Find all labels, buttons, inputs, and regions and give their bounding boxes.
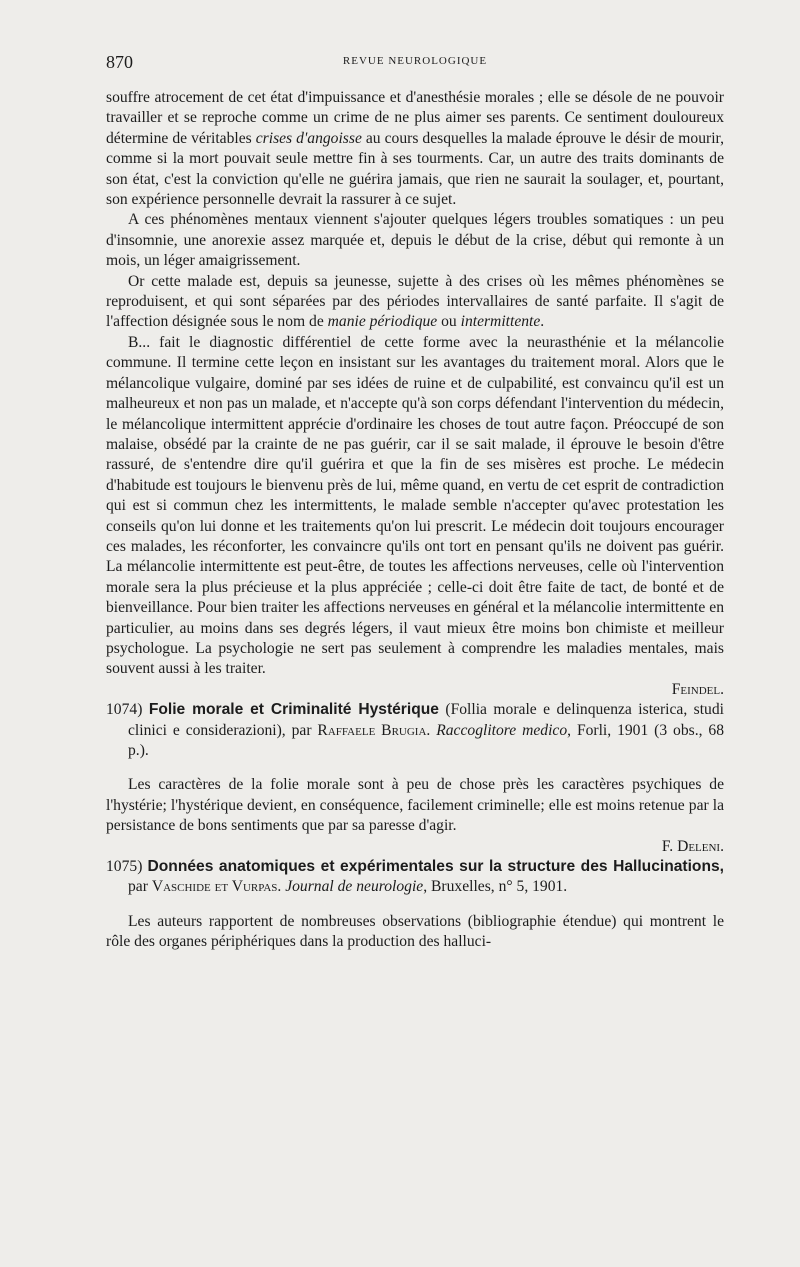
entry-1074-summary: Les caractères de la folie morale sont à peu de chose près les caractères psychiques de l'hystérie; l'hystérique devient, en conséquence, facilement criminelle; elle est moins retenue par la persistance de bons sentiments que par sa paresse d'agir. — [106, 776, 724, 835]
author-names: Vaschide et Vurpas — [151, 878, 278, 896]
spacer — [106, 898, 724, 912]
paragraph-4: B... fait le diagnostic différentiel de cette forme avec la neurasthénie et la mélancolie commune. Il termine cette leçon en insistant sur les avantages du traitement moral. Alors que le mélancolique vulgaire, dominé par ses idées de ruine et de culpabilité, est convaincu qu'il est un malheureux et non pas un malade, et n'accepte qu'à son corps défendant l'intervention du médecin, le mélancolique intermittent apprécie d'ordinaire les choses de tout autre façon. Préoccupé de son malaise, obsédé par la crainte de ne pas guérir, car il se sait malade, il éprouve le besoin d'être rassuré, de s'entendre dire qu'il guérira et que la fin de ses misères est proche. Le médecin d'habitude est toujours le bienvenu près de lui, même quand, en vertu de cet esprit de contradiction qui est si commun chez les intermittents, le malade semble n'accepter qu'avec protestation les conseils qu'on lui donne et les traitements qu'on lui prescrit. Le médecin doit toujours encourager ces malades, les réconforter, les convaincre qu'ils ont tort en pensant qu'ils ne doivent pas guérir. La mélancolie intermittente est peut-être, de toutes les affections nerveuses, celle où l'intervention morale sera la plus précieuse et la plus appréciée ; celle-ci doit être faite de tact, de bonté et de bienveillance. Pour bien traiter les affections nerveuses en général et la mélancolie intermittente en particulier, au moins dans ses degrés légers, il vaut mieux être moins bon chimiste et meilleur psychologue. La psychologie ne sert pas seulement à comprendre les maladies mentales, mais souvent aussi à les traiter. — [106, 333, 724, 678]
entry-1075-summary: Les auteurs rapportent de nombreuses observations (bibliographie étendue) qui montrent le rôle des organes périphériques dans la production des halluci- — [106, 912, 724, 951]
by-word: par — [128, 878, 152, 896]
paragraph-1 — [106, 88, 724, 210]
page-header — [106, 52, 724, 72]
publication-details: , Bruxelles, n° 5, 1901. — [423, 878, 568, 896]
page-body — [106, 88, 724, 953]
journal-name: Raccoglitore medico — [436, 721, 568, 739]
spacer — [106, 761, 724, 775]
journal-name: Journal de neurologie — [285, 878, 424, 896]
paragraph-3 — [106, 272, 724, 333]
separator: . — [277, 878, 286, 896]
entry-title: Données anatomiques et expérimentales sur la structure des Hallucinations, — [147, 858, 724, 876]
signature-deleni: F. Deleni. — [661, 837, 724, 855]
entry-1075-citation — [106, 857, 724, 898]
entry-number: 1074) — [106, 701, 143, 719]
publication-details: , Forli, 1901 (3 obs., 68 p.). — [128, 721, 724, 759]
italic-term: intermittente — [460, 313, 541, 331]
original-title: (Follia morale e delinquenza isterica, studi clinici e considerazioni), par — [128, 701, 724, 739]
paragraph-3-text: Or cette malade est, depuis sa jeunesse, sujette à des crises où les mêmes phénomènes se reproduisent, et qui sont séparées par des périodes intervallaires de santé parfaite. Il s'agit de l'affection désignée sous le nom de — [106, 272, 724, 331]
running-title: REVUE NEUROLOGIQUE — [342, 55, 488, 67]
period: . — [540, 313, 545, 331]
separator: . — [426, 721, 437, 739]
signature-feindel: Feindel. — [671, 680, 724, 698]
paragraph-1-text: souffre atrocement de cet état d'impuissance et d'anesthésie morales ; elle se désole de ne pouvoir travailler et se reproche comme un crime de ne plus aimer ses parents. Ce sentiment douloureux détermine de véritables — [106, 89, 724, 147]
author-name: Raffaele Brugia — [317, 721, 427, 739]
paragraph-1-end: au cours desquelles la malade éprouve le désir de mourir, comme si la mort pouvait seule mettre fin à ses tourments. Car, un autre des traits dominants de son état, c'est la conviction qu'elle ne guérira jamais, que rien ne saurait la soulager, et, pourtant, son expérience personnelle devrait la rassurer à ce sujet. — [106, 129, 724, 209]
italic-term: manie périodique — [327, 313, 438, 331]
paragraph-2: A ces phénomènes mentaux viennent s'ajouter quelques légers troubles somatiques : un peu d'insomnie, une anorexie assez marquée et, depuis le début de la crise, début qui remonte à un mois, un léger amaigrissement. — [106, 211, 724, 270]
conjunction: ou — [437, 313, 461, 331]
entry-number: 1075) — [106, 858, 143, 876]
page-number: 870 — [106, 52, 133, 72]
italic-term: crises d'angoisse — [255, 129, 362, 147]
entry-title: Folie morale et Criminalité Hystérique — [148, 701, 439, 719]
entry-1074-citation — [106, 700, 724, 761]
